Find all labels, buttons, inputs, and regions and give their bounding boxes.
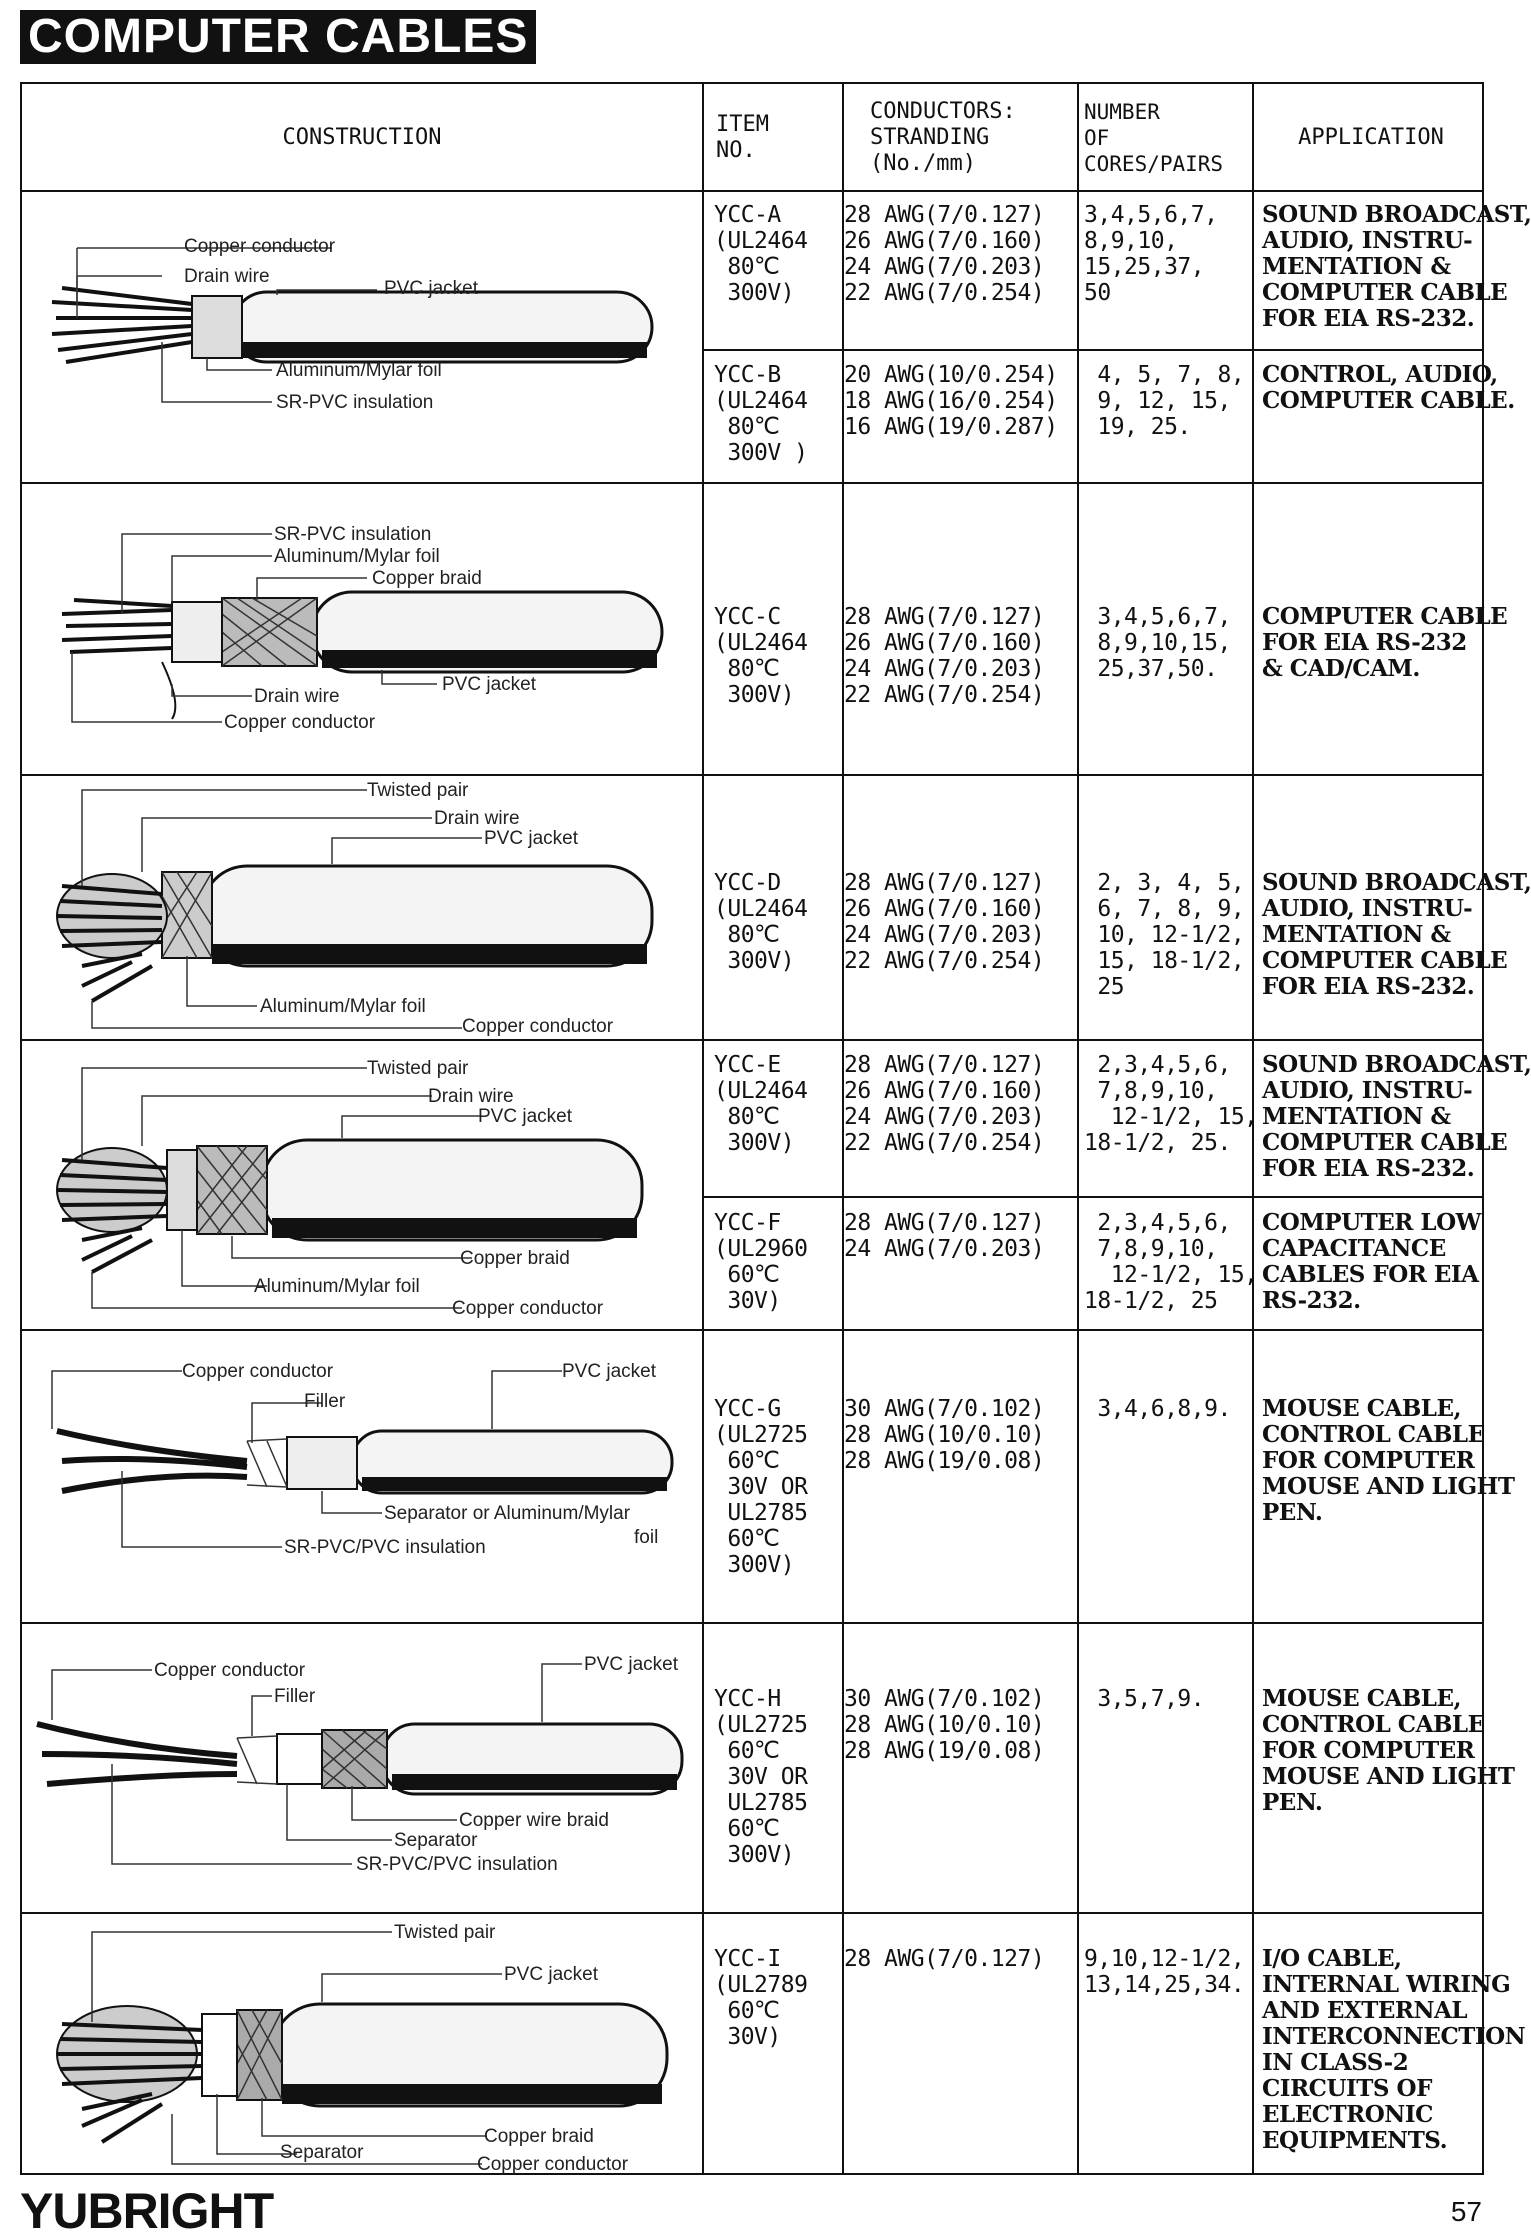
cores: 3,4,6,8,9. [1084,1396,1231,1422]
label-aluminum-mylar-foil: Aluminum/Mylar foil [274,546,440,567]
label-twisted-pair: Twisted pair [394,1922,496,1943]
label-twisted-pair: Twisted pair [367,780,469,801]
cable-diagram-5 [22,1331,700,1621]
label-copper-conductor: Copper conductor [184,236,336,257]
item-no: YCC-I (UL2789 60℃ 30V) [714,1946,808,2050]
application: CONTROL, AUDIO, COMPUTER CABLE. [1262,361,1515,414]
label-copper-conductor: Copper conductor [182,1361,334,1382]
application: SOUND BROADCAST, AUDIO, INSTRU- MENTATION & COMPUTER CABLE FOR EIA RS-232. [1262,869,1531,1000]
conductors: 28 AWG(7/0.127) 24 AWG(7/0.203) [844,1210,1045,1262]
item-no: YCC-D (UL2464 80℃ 300V) [714,870,808,974]
col-divider [1077,84,1079,2173]
conductors: 30 AWG(7/0.102) 28 AWG(10/0.10) 28 AWG(19/0.08) [844,1396,1045,1474]
conductors: 28 AWG(7/0.127) 26 AWG(7/0.160) 24 AWG(7/0.203) 22 AWG(7/0.254) [844,202,1045,306]
item-no: YCC-B (UL2464 80℃ 300V ) [714,362,808,466]
label-copper-conductor: Copper conductor [462,1016,614,1037]
label-drain-wire: Drain wire [428,1086,514,1107]
brand-logo: YUBRIGHT [20,2183,274,2239]
header-application: APPLICATION [1298,125,1444,150]
cores: 4, 5, 7, 8, 9, 12, 15, 19, 25. [1097,362,1245,440]
header-item-no: ITEM NO. [716,112,769,163]
item-no: YCC-C (UL2464 80℃ 300V) [714,604,808,708]
label-aluminum-mylar-foil: Aluminum/Mylar foil [260,996,426,1017]
cores: 9,10,12-1/2, 13,14,25,34. [1084,1946,1245,1998]
cable-diagram-2 [22,484,700,774]
label-pvc-jacket: PVC jacket [484,828,578,849]
item-no: YCC-A (UL2464 80℃ 300V) [714,202,808,306]
label-pvc-jacket: PVC jacket [562,1361,656,1382]
item-no: YCC-H (UL2725 60℃ 30V OR UL2785 60℃ 300V) [714,1686,808,1868]
label-twisted-pair: Twisted pair [367,1058,469,1079]
page-number: 57 [1450,2196,1482,2227]
label-sr-pvc-pvc-insulation: SR-PVC/PVC insulation [356,1854,558,1875]
conductors: 28 AWG(7/0.127) [844,1946,1045,1972]
cores: 2, 3, 4, 5, 6, 7, 8, 9, 10, 12-1/2, 15, 18-1/2, 25 [1097,870,1245,1000]
label-aluminum-mylar-foil: Aluminum/Mylar foil [276,360,442,381]
application: SOUND BROADCAST, AUDIO, INSTRU- MENTATION & COMPUTER CABLE FOR EIA RS-232. [1262,201,1531,332]
conductors: 20 AWG(10/0.254) 18 AWG(16/0.254) 16 AWG(19/0.287) [844,362,1058,440]
label-copper-wire-braid: Copper wire braid [459,1810,609,1831]
application: MOUSE CABLE, CONTROL CABLE FOR COMPUTER MOUSE AND LIGHT PEN. [1262,1685,1515,1816]
label-filler: Filler [304,1391,346,1412]
cable-diagram-3 [22,776,700,1038]
cable-table [20,82,1531,2175]
cable-diagram-6 [22,1624,700,1912]
label-pvc-jacket: PVC jacket [478,1106,572,1127]
label-drain-wire: Drain wire [254,686,340,707]
item-no: YCC-E (UL2464 80℃ 300V) [714,1052,808,1156]
cable-diagram-7 [22,1914,700,2174]
row-divider [702,1196,1482,1198]
application: MOUSE CABLE, CONTROL CABLE FOR COMPUTER MOUSE AND LIGHT PEN. [1262,1395,1515,1526]
page-title: COMPUTER CABLES [20,10,536,64]
item-no: YCC-G (UL2725 60℃ 30V OR UL2785 60℃ 300V) [714,1396,808,1578]
label-filler: Filler [274,1686,316,1707]
cores: 3,5,7,9. [1084,1686,1205,1712]
application: COMPUTER LOW CAPACITANCE CABLES FOR EIA RS-232. [1262,1209,1481,1314]
application: SOUND BROADCAST, AUDIO, INSTRU- MENTATION & COMPUTER CABLE FOR EIA RS-232. [1262,1051,1531,1182]
label-copper-conductor: Copper conductor [477,2154,629,2175]
cable-diagram-1 [22,192,700,482]
header-construction: CONSTRUCTION [282,125,442,150]
label-separator: Separator [394,1830,478,1851]
label-aluminum-mylar-foil: Aluminum/Mylar foil [254,1276,420,1297]
label-sr-pvc-insulation: SR-PVC insulation [276,392,434,413]
cores: 3,4,5,6,7, 8,9,10,15, 25,37,50. [1097,604,1231,682]
item-no: YCC-F (UL2960 60℃ 30V) [714,1210,808,1314]
label-separator-or-foil: Separator or Aluminum/Mylar [384,1503,631,1524]
conductors: 30 AWG(7/0.102) 28 AWG(10/0.10) 28 AWG(19/0.08) [844,1686,1045,1764]
label-copper-braid: Copper braid [484,2126,594,2147]
label-copper-conductor: Copper conductor [452,1298,604,1319]
cores: 3,4,5,6,7, 8,9,10, 15,25,37, 50 [1084,202,1218,306]
label-pvc-jacket: PVC jacket [584,1654,678,1675]
label-sr-pvc-pvc-insulation: SR-PVC/PVC insulation [284,1537,486,1558]
label-copper-braid: Copper braid [460,1248,570,1269]
label-drain-wire: Drain wire [184,266,270,287]
label-separator: Separator [280,2142,364,2163]
label-drain-wire: Drain wire [434,808,520,829]
label-copper-conductor: Copper conductor [154,1660,306,1681]
label-pvc-jacket: PVC jacket [442,674,536,695]
header-cores: NUMBER OF CORES/PAIRS [1084,100,1224,176]
cores: 2,3,4,5,6, 7,8,9,10, 12-1/2, 15, 18-1/2, 25. [1084,1052,1258,1156]
header-conductors: CONDUCTORS: STRANDING (No./mm) [870,99,1016,176]
cores: 2,3,4,5,6, 7,8,9,10, 12-1/2, 15, 18-1/2, 25 [1084,1210,1258,1314]
label-foil: foil [634,1527,659,1548]
col-divider [702,84,704,2173]
row-divider [702,349,1482,351]
cable-diagram-4 [22,1040,700,1328]
label-pvc-jacket: PVC jacket [384,278,478,299]
conductors: 28 AWG(7/0.127) 26 AWG(7/0.160) 24 AWG(7/0.203) 22 AWG(7/0.254) [844,1052,1045,1156]
label-copper-braid: Copper braid [372,568,482,589]
label-pvc-jacket: PVC jacket [504,1964,598,1985]
label-sr-pvc-insulation: SR-PVC insulation [274,524,432,545]
application: I/O CABLE, INTERNAL WIRING AND EXTERNAL INTERCONNECTION IN CLASS-2 CIRCUITS OF ELECTRONIC EQUIPMENTS. [1262,1945,1526,2154]
conductors: 28 AWG(7/0.127) 26 AWG(7/0.160) 24 AWG(7/0.203) 22 AWG(7/0.254) [844,604,1045,708]
application: COMPUTER CABLE FOR EIA RS-232 & CAD/CAM. [1262,603,1508,682]
conductors: 28 AWG(7/0.127) 26 AWG(7/0.160) 24 AWG(7/0.203) 22 AWG(7/0.254) [844,870,1045,974]
label-copper-conductor: Copper conductor [224,712,376,733]
